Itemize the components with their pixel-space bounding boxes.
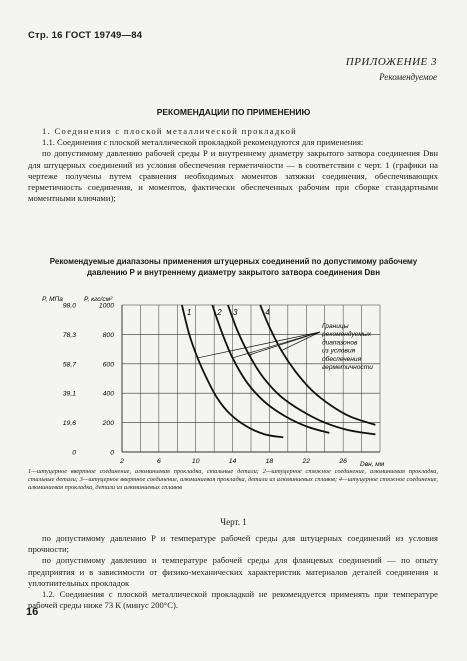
pressure-diameter-chart	[0, 292, 467, 467]
curve-label-4: 4	[265, 308, 270, 317]
y1-tick-label: 39,1	[62, 390, 76, 398]
curve-label-1: 1	[186, 308, 192, 317]
intro-paragraph-1: 1.1. Соединения с плоской металлической прокладкой рекомендуются для применения:	[42, 137, 364, 148]
annotation-line: из условия	[322, 347, 356, 355]
y-ticks	[63, 303, 114, 457]
page-header: Стр. 16 ГОСТ 19749—84	[28, 30, 143, 41]
y1-tick-label: 78,3	[62, 331, 76, 339]
annotation-line: рекомендуемых	[322, 331, 372, 339]
x-tick-label: 22	[302, 458, 311, 465]
annotation-leader	[198, 332, 320, 358]
x-axis-label: Dвн, мм	[360, 461, 385, 467]
y1-axis-label: P, МПа	[42, 296, 63, 303]
x-tick-label: 2	[120, 458, 124, 465]
chart-title: Рекомендуемые диапазоны применения штуцерных соединений по допустимому рабочему давлению P и внутреннему диаметру закрытого затвора соединения Dвн	[49, 257, 418, 277]
intro-paragraph-2: по допустимому давлению рабочей среды P и внутреннему диаметру закрытого затвора соединения Dвн для штуцерных соединений из условия обеспечения герметичности — в соответствии с черт. 1 (графики на чертеже получены путем сравнения необходимых моментов затяжки соединения, обеспечивающих герметичность соединения, и моментов, фактически обеспеченных рабочим при сборке стандартными моментными ключами);	[28, 148, 438, 204]
x-tick-label: 14	[228, 458, 237, 465]
y1-tick-label: 58,7	[62, 361, 76, 369]
y1-tick-label: 0	[72, 449, 76, 457]
intro-block	[28, 126, 438, 204]
annotation-line: обеспечения	[322, 355, 362, 363]
x-tick-label: 6	[156, 458, 161, 465]
annotation-leader	[249, 332, 320, 355]
curve-label-2: 2	[217, 308, 222, 317]
appendix-label	[346, 56, 437, 82]
curve-label-3: 3	[232, 308, 238, 317]
figure-caption: Черт. 1	[220, 517, 247, 527]
appendix-subtitle: Рекомендуемое	[379, 72, 437, 82]
y2-tick-label: 200	[102, 420, 114, 428]
appendix-title: ПРИЛОЖЕНИЕ 3	[345, 56, 437, 68]
y2-tick-label: 600	[102, 361, 114, 369]
y2-tick-label: 800	[102, 331, 114, 339]
after-block	[28, 533, 438, 611]
x-tick-label: 10	[191, 458, 200, 465]
intro-heading: 1. Соединения с плоской металлической прокладкой	[42, 126, 298, 136]
page-number: 16	[26, 606, 39, 618]
after-paragraph-2: по допустимому давлению и температуре рабочей среды для фланцевых соединений — по опыту предприятия и в зависимости от физико-механических характеристик материалов деталей соединения и уплотнительных прокладок	[28, 555, 438, 588]
annotation-line: Границы	[322, 323, 349, 330]
y2-tick-label: 0	[110, 449, 114, 457]
annotation-line: диапазонов	[322, 339, 358, 347]
y1-tick-label: 19,6	[62, 420, 76, 428]
y2-axis-label: P, кгс/см²	[84, 296, 113, 303]
y2-tick-label: 1000	[98, 302, 114, 310]
x-tick-label: 26	[339, 458, 347, 465]
annotation-line: герметичности	[322, 364, 373, 371]
x-tick-label: 18	[265, 458, 274, 465]
y1-tick-label: 98,0	[62, 302, 76, 310]
annotation-leader	[281, 332, 320, 351]
x-ticks	[119, 458, 347, 465]
section-title: РЕКОМЕНДАЦИИ ПО ПРИМЕНЕНИЮ	[156, 107, 311, 117]
after-paragraph-1: по допустимому давлению P и температуре рабочей среды для штуцерных соединений из условия прочности;	[28, 533, 438, 555]
after-paragraph-3: 1.2. Соединения с плоской металлической прокладкой не рекомендуется применять при температуре рабочей среды ниже 73 К (минус 200°С).	[28, 589, 438, 611]
y2-tick-label: 400	[102, 390, 114, 398]
chart-legend: 1—штуцерное ввертное соединение, алюминиевая прокладка, стальные детали; 2—штуцерное стяжное соединение, алюминиевая прокладка, стальные детали; 3—штуцерное ввертное соединение, алюминиевая прокладка, детали из алюминиевых сплавов; 4—штуцерное стяжное соединение, алюминиевая прокладка, детали из алюминиевых сплавов	[28, 468, 438, 491]
